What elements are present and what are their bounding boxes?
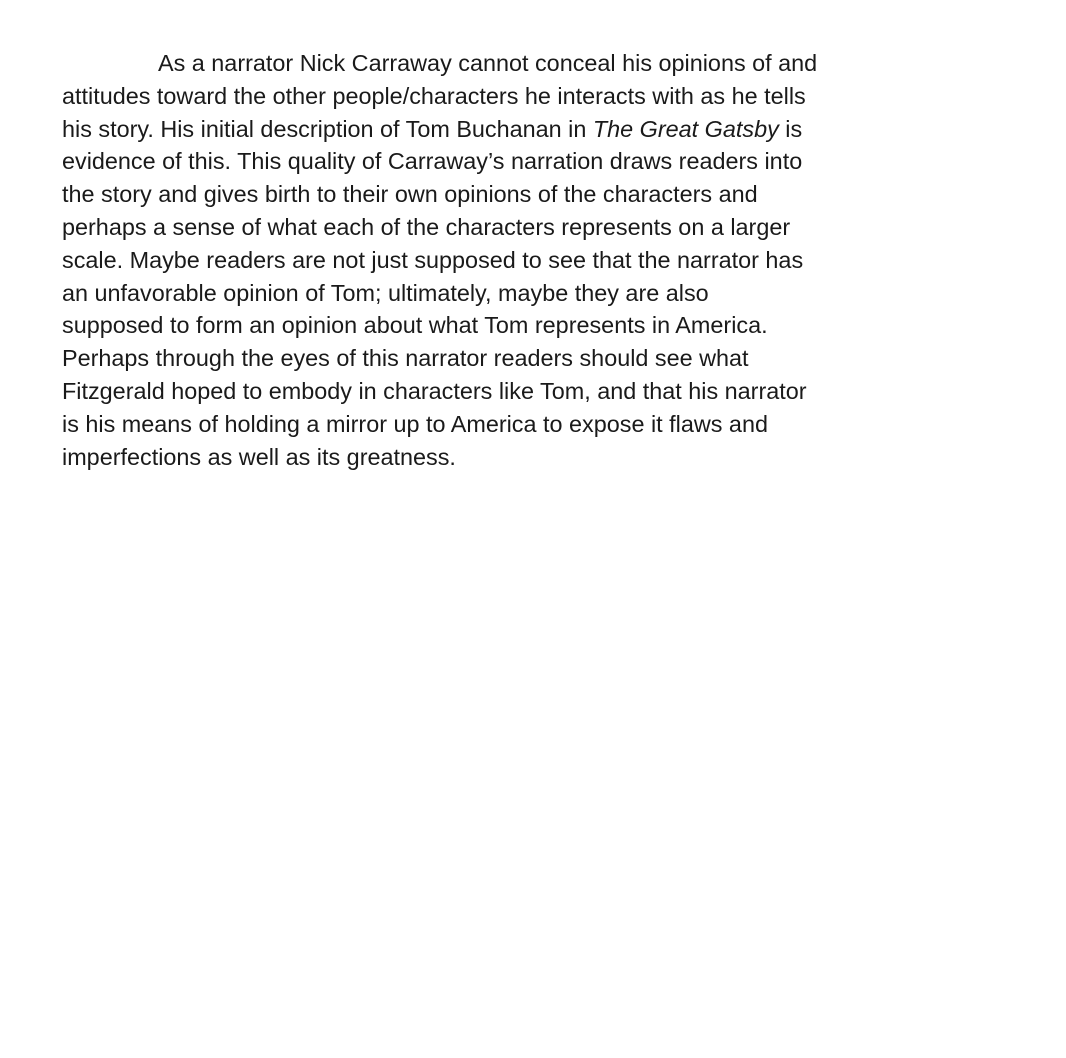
paragraph-line-2: attitudes toward the other people/characters he interacts with as he tells xyxy=(62,82,806,109)
essay-paragraph xyxy=(62,47,962,473)
paragraph-line-11: Fitzgerald hoped to embody in characters like Tom, and that his narrator xyxy=(62,377,807,404)
paragraph-line-4: evidence of this. This quality of Carraway’s narration draws readers into xyxy=(62,148,803,175)
line-3-text-before-title: his story. His initial description of Tom Buchanan in xyxy=(62,115,593,142)
line-3-text-after-title: is xyxy=(778,115,803,142)
paragraph-line-7: scale. Maybe readers are not just supposed to see that the narrator has xyxy=(62,246,804,273)
paragraph-line-12: is his means of holding a mirror up to America to expose it flaws and xyxy=(62,410,768,437)
paragraph-line-13: imperfections as well as its greatness. xyxy=(62,443,456,470)
paragraph-line-6: perhaps a sense of what each of the characters represents on a larger xyxy=(62,213,791,240)
paragraph-line-10: Perhaps through the eyes of this narrator readers should see what xyxy=(62,345,749,372)
book-title: The Great Gatsby xyxy=(592,115,779,142)
paragraph-line-5: the story and gives birth to their own opinions of the characters and xyxy=(62,181,758,208)
paragraph-line-3 xyxy=(62,113,962,146)
paragraph-line-8: an unfavorable opinion of Tom; ultimately, maybe they are also xyxy=(62,279,709,306)
paragraph-line-1: As a narrator Nick Carraway cannot conceal his opinions of and xyxy=(158,50,818,76)
paragraph-line-9: supposed to form an opinion about what Tom represents in America. xyxy=(62,312,768,339)
